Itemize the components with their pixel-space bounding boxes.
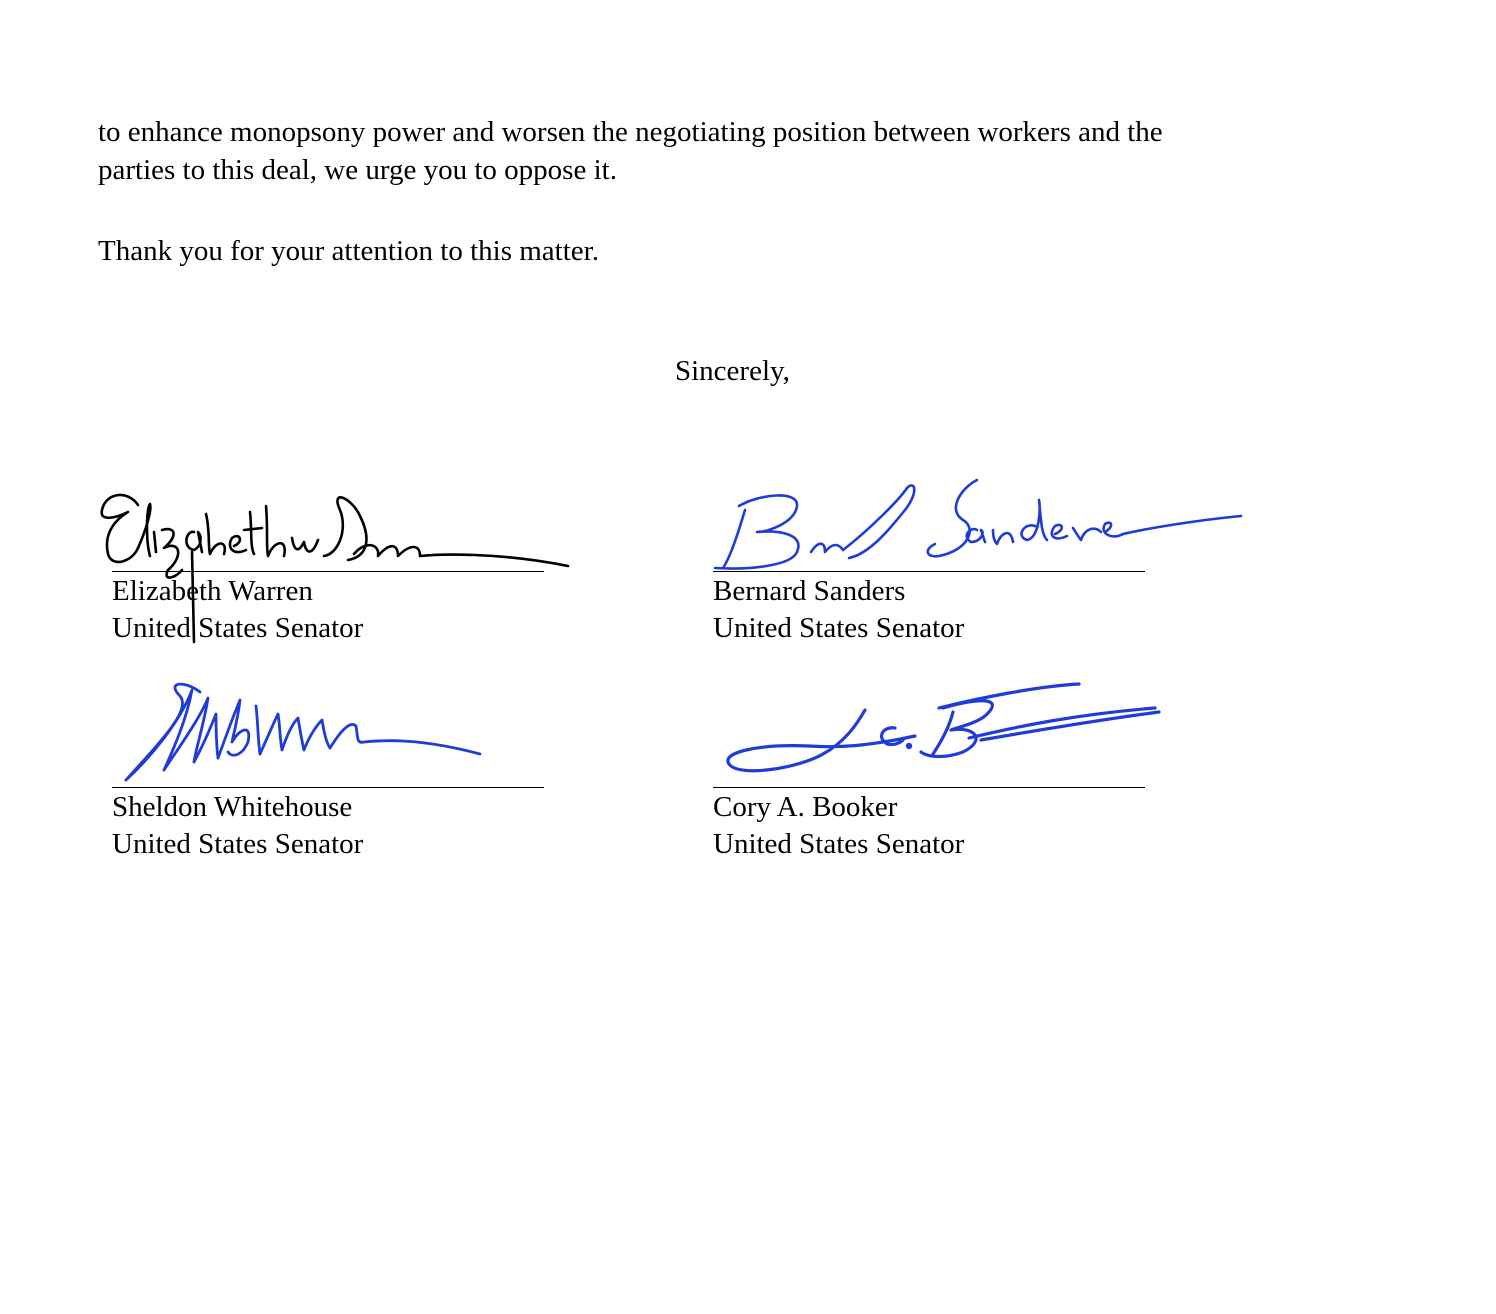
body-line-1: to enhance monopsony power and worsen the negotiating position between workers and the: [98, 116, 1163, 148]
closing-salutation: Sincerely,: [675, 355, 790, 387]
signatory-name: Elizabeth Warren: [112, 575, 313, 607]
signature-line: [713, 787, 1145, 788]
signature-line: [112, 787, 544, 788]
body-line-2: parties to this deal, we urge you to oppose it.: [98, 154, 617, 186]
signatory-name: Cory A. Booker: [713, 791, 898, 823]
signatory-title: United States Senator: [713, 828, 965, 860]
signatory-title: United States Senator: [713, 612, 965, 644]
thank-you-paragraph: Thank you for your attention to this matter.: [98, 235, 599, 267]
signatory-name: Bernard Sanders: [713, 575, 906, 607]
signature-line: [112, 571, 544, 572]
signature-line: [713, 571, 1145, 572]
handwritten-signature-booker: [719, 668, 1179, 778]
body-paragraph: [98, 113, 1163, 189]
signatory-title: United States Senator: [112, 612, 364, 644]
handwritten-signature-whitehouse: [120, 662, 540, 772]
signatory-name: Sheldon Whitehouse: [112, 791, 353, 823]
signatory-title: United States Senator: [112, 828, 364, 860]
